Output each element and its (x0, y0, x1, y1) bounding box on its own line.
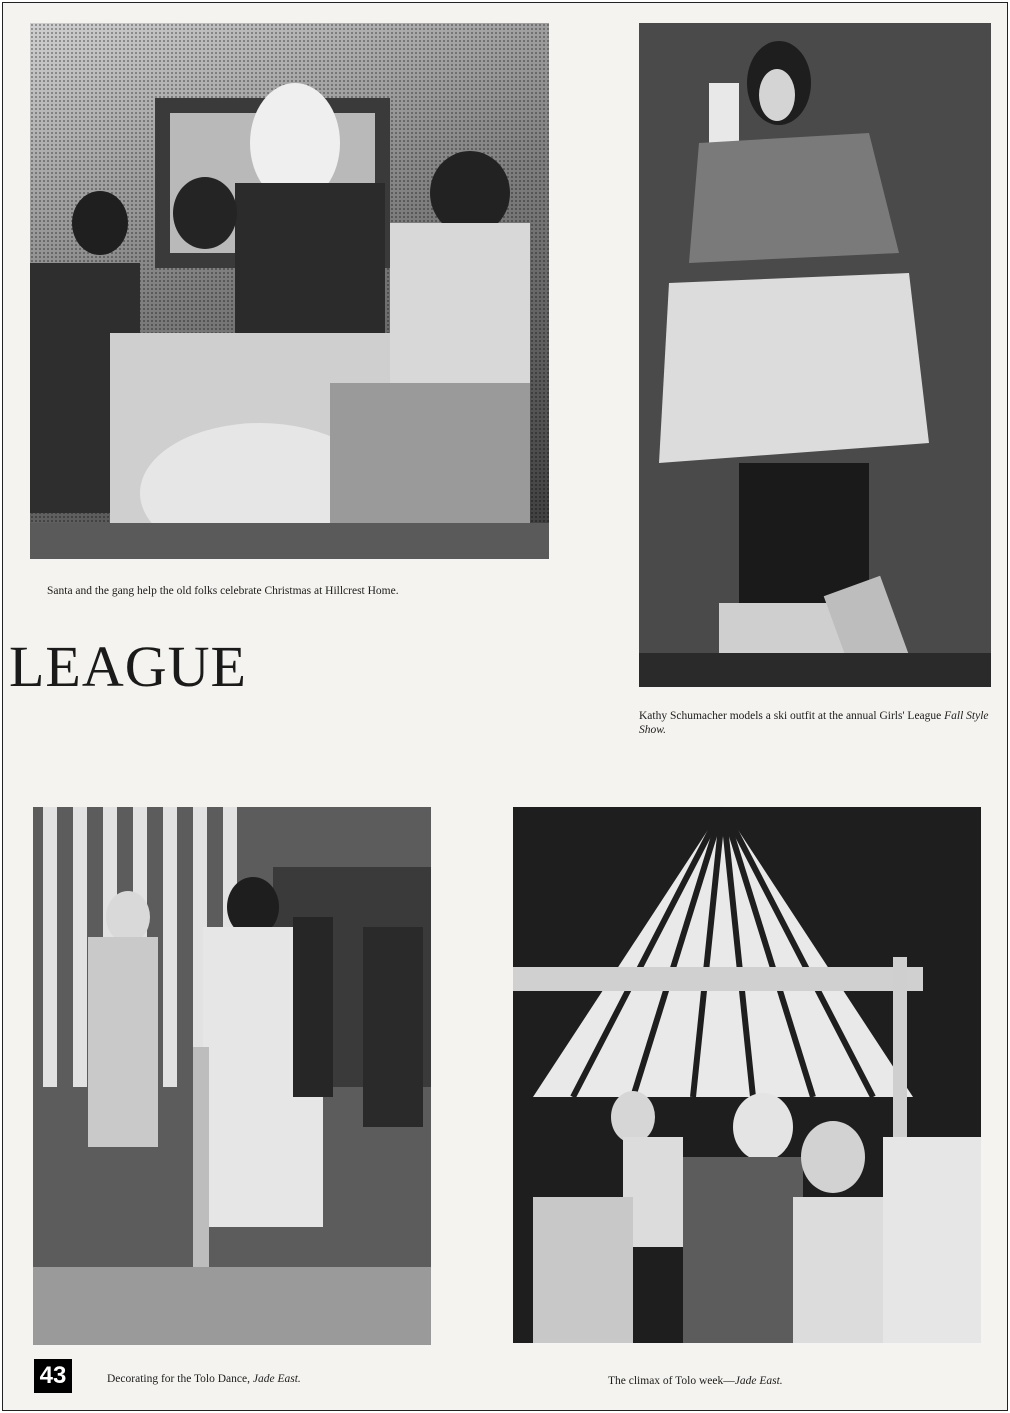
photo-decorating-tolo (33, 807, 431, 1345)
caption-santa-christmas: Santa and the gang help the old folks celebrate Christmas at Hillcrest Home. (47, 585, 399, 597)
caption-decorating-tolo-italic: Jade East. (252, 1373, 301, 1385)
page-number: 43 (34, 1359, 72, 1393)
caption-style-show (639, 709, 999, 737)
caption-style-show-text: Kathy Schumacher models a ski outfit at the annual Girls' League (639, 710, 945, 722)
photo-santa-christmas (30, 23, 549, 559)
caption-tolo-climax-text: The climax of Tolo week— (608, 1375, 735, 1387)
photo-tolo-climax-art (513, 807, 981, 1343)
caption-decorating-tolo (107, 1372, 427, 1386)
caption-tolo-climax-italic: Jade East. (734, 1375, 783, 1387)
caption-decorating-tolo-text: Decorating for the Tolo Dance, (107, 1373, 253, 1385)
caption-tolo-climax (608, 1374, 928, 1388)
section-title-league: LEAGUE (9, 634, 247, 699)
photo-style-show-art (639, 23, 991, 687)
caption-style-show-italic: Fall Style Show. (639, 710, 989, 736)
photo-style-show (639, 23, 991, 687)
photo-decorating-tolo-art (33, 807, 431, 1345)
photo-tolo-climax (513, 807, 981, 1343)
photo-santa-christmas-art (30, 23, 549, 559)
yearbook-page (2, 2, 1008, 1411)
